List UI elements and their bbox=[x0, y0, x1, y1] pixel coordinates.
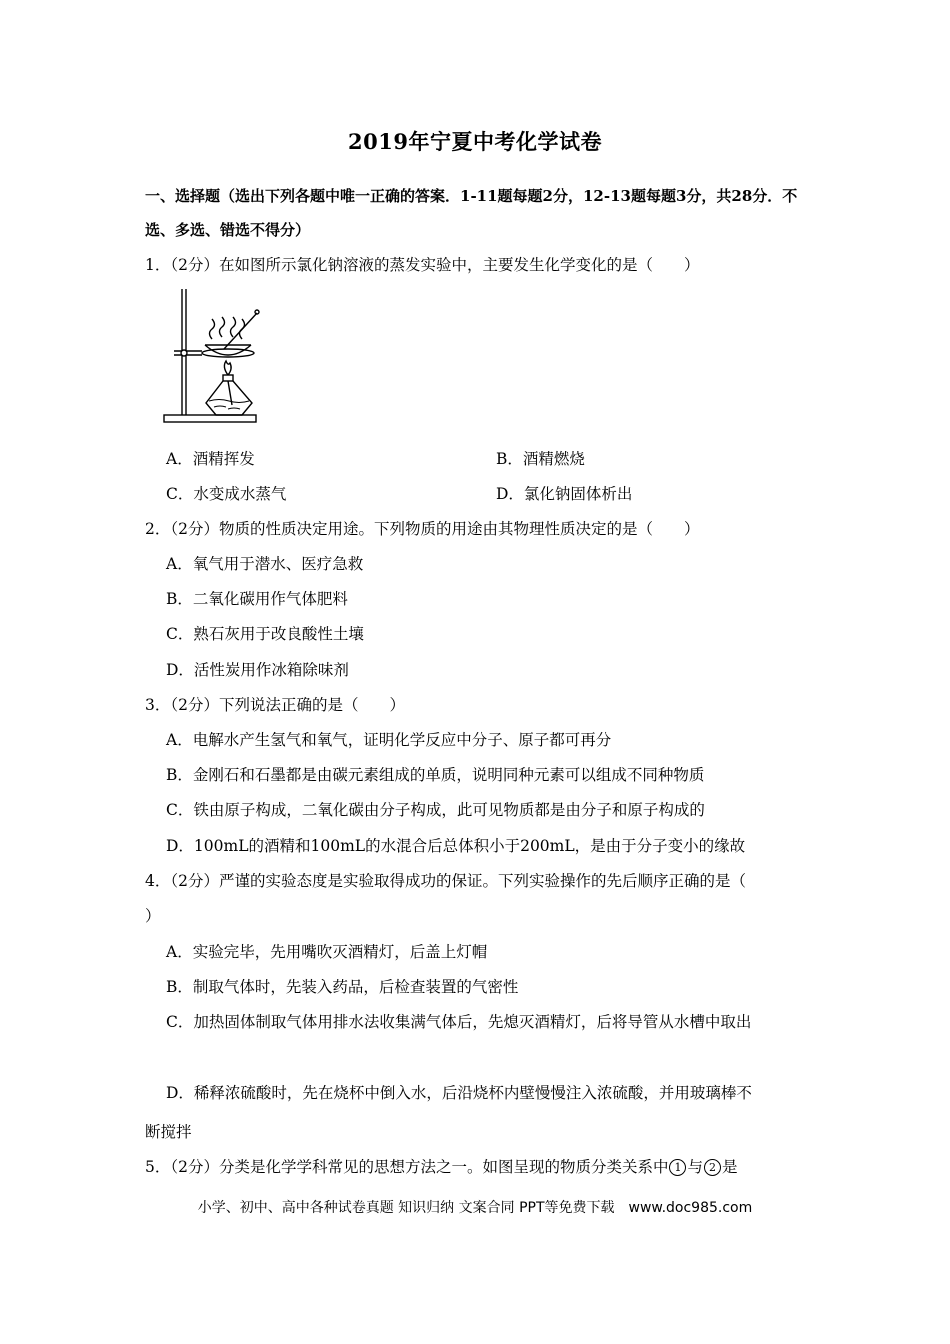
question-3-option-d: D．100mL的酒精和100mL的水混合后总体积小于200mL，是由于分子变小的缘故 bbox=[166, 837, 746, 855]
question-4-option-d-continued: 断搅拌 bbox=[145, 1123, 192, 1141]
question-4-option-a: A．实验完毕，先用嘴吹灭酒精灯，后盖上灯帽 bbox=[166, 943, 488, 961]
question-2-option-c: C．熟石灰用于改良酸性土壤 bbox=[166, 625, 364, 643]
page-title: 2019年宁夏中考化学试卷 bbox=[348, 129, 602, 154]
question-4-option-c: C．加热固体制取气体用排水法收集满气体后，先熄灭酒精灯，后将导管从水槽中取出 bbox=[166, 1013, 752, 1031]
question-5-connector: 与 bbox=[687, 1158, 703, 1176]
evaporation-apparatus-figure bbox=[162, 285, 267, 427]
circled-number-1: 1 bbox=[669, 1159, 686, 1176]
section-heading: 一、选择题（选出下列各题中唯一正确的答案．1-11题每题2分，12-13题每题3分，共28分．不选、多选、错选不得分） bbox=[145, 187, 798, 239]
question-3-option-a: A．电解水产生氢气和氧气，证明化学反应中分子、原子都可再分 bbox=[166, 731, 612, 749]
question-5-stem bbox=[145, 1157, 738, 1177]
question-2-option-a: A．氧气用于潜水、医疗急救 bbox=[166, 555, 364, 573]
question-3-stem: 3．（2分）下列说法正确的是（ ） bbox=[145, 696, 405, 714]
question-2-stem: 2．（2分）物质的性质决定用途。下列物质的用途由其物理性质决定的是（ ） bbox=[145, 520, 700, 538]
question-3-option-c: C．铁由原子构成，二氧化碳由分子构成，此可见物质都是由分子和原子构成的 bbox=[166, 801, 705, 819]
question-1-option-a: A．酒精挥发 bbox=[166, 450, 255, 468]
question-1-option-d: D．氯化钠固体析出 bbox=[496, 485, 633, 503]
question-4-option-d: D．稀释浓硫酸时，先在烧杯中倒入水，后沿烧杯内壁慢慢注入浓硫酸，并用玻璃棒不 bbox=[166, 1084, 752, 1102]
question-2-option-d: D．活性炭用作冰箱除味剂 bbox=[166, 661, 349, 679]
question-1-option-b: B．酒精燃烧 bbox=[496, 450, 585, 468]
question-2-option-b: B．二氧化碳用作气体肥料 bbox=[166, 590, 348, 608]
question-4-option-b: B．制取气体时，先装入药品，后检查装置的气密性 bbox=[166, 978, 519, 996]
question-4-stem: 4．（2分）严谨的实验态度是实验取得成功的保证。下列实验操作的先后顺序正确的是（ bbox=[145, 872, 746, 890]
question-1-stem: 1．（2分）在如图所示氯化钠溶液的蒸发实验中，主要发生化学变化的是（ ） bbox=[145, 256, 700, 274]
circled-number-2: 2 bbox=[704, 1159, 721, 1176]
question-5-stem-text: 5．（2分）分类是化学学科常见的思想方法之一。如图呈现的物质分类关系中 bbox=[145, 1158, 669, 1176]
question-4-stem-continued: ） bbox=[145, 907, 161, 925]
question-3-option-b: B．金刚石和石墨都是由碳元素组成的单质，说明同种元素可以组成不同种物质 bbox=[166, 766, 705, 784]
question-5-stem-tail: 是 bbox=[722, 1158, 738, 1176]
question-1-option-c: C．水变成水蒸气 bbox=[166, 485, 287, 503]
footer-banner: 小学、初中、高中各种试卷真题 知识归纳 文案合同 PPT等免费下载 www.doc985.com bbox=[197, 1200, 753, 1216]
